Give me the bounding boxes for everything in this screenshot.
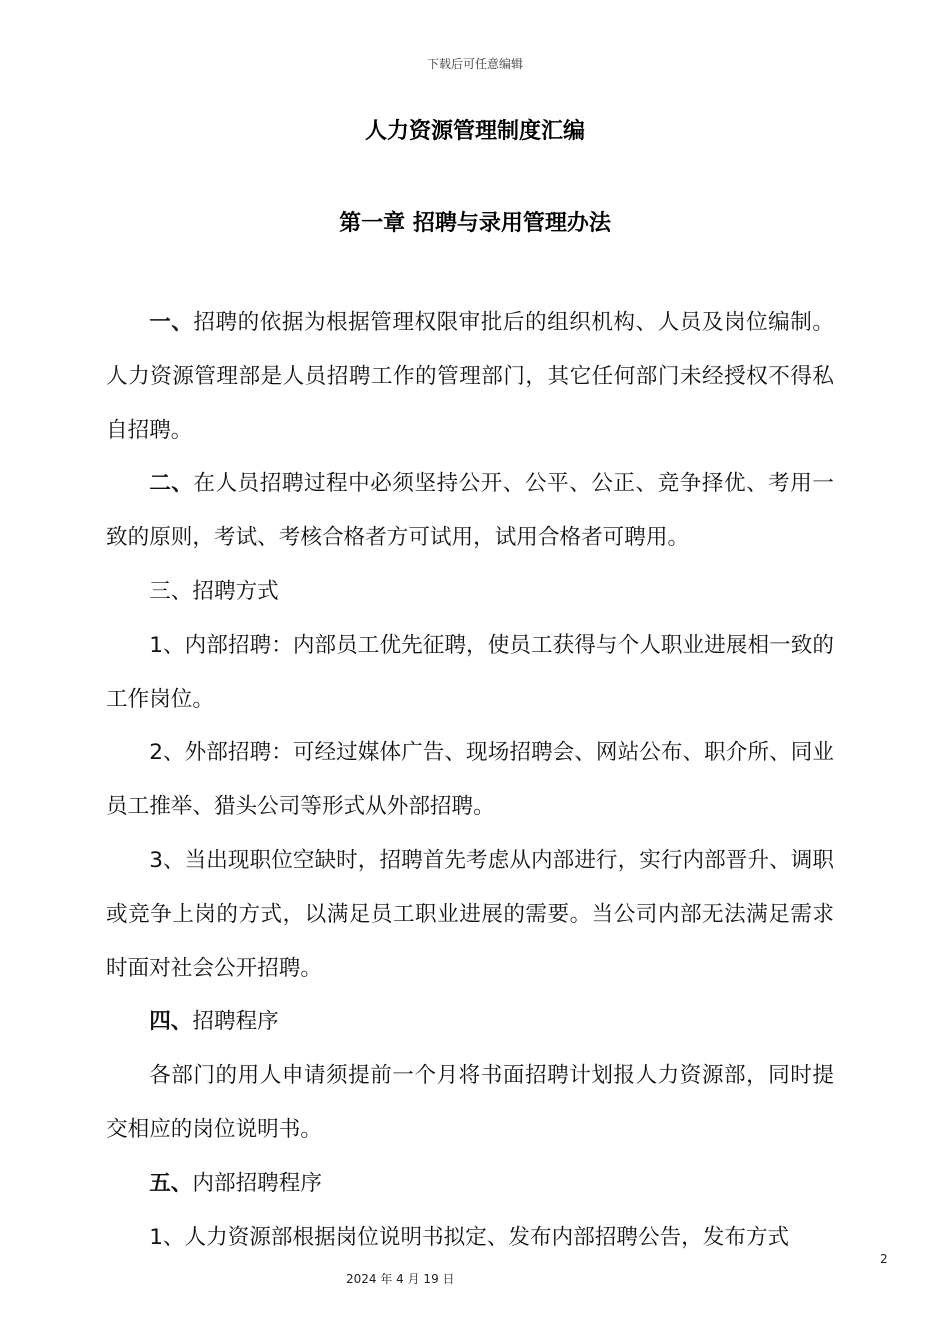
paragraph-text: 招聘程序 xyxy=(192,1009,279,1035)
paragraph-1 xyxy=(106,296,834,457)
document-body xyxy=(106,296,834,1264)
page-number: 2 xyxy=(880,1252,888,1266)
paragraph-6 xyxy=(106,834,834,995)
paragraph-8 xyxy=(106,1049,834,1157)
paragraph-3 xyxy=(106,565,834,619)
paragraph-lead: 二、 xyxy=(149,471,194,497)
paragraph-9 xyxy=(106,1157,834,1211)
paragraph-7 xyxy=(106,995,834,1049)
header-note: 下载后可任意编辑 xyxy=(426,57,523,71)
document-title: 人力资源管理制度汇编 xyxy=(364,119,585,144)
paragraph-text: 各部门的用人申请须提前一个月将书面招聘计划报人力资源部，同时提交相应的岗位说明书。 xyxy=(106,1063,834,1142)
footer-date: 2024 年 4 月 19 日 xyxy=(346,1272,455,1286)
paragraph-5 xyxy=(106,726,834,834)
paragraph-text: 2、外部招聘：可经过媒体广告、现场招聘会、网站公布、职介所、同业员工推举、猎头公司等形式从外部招聘。 xyxy=(106,740,834,820)
paragraph-text: 在人员招聘过程中必须坚持公开、公平、公正、竞争择优、考用一致的原则，考试、考核合格者方可试用，试用合格者可聘用。 xyxy=(106,471,834,551)
paragraph-text: 1、人力资源部根据岗位说明书拟定、发布内部招聘公告，发布方式 xyxy=(149,1224,790,1250)
paragraph-text: 三、招聘方式 xyxy=(149,578,279,604)
paragraph-2 xyxy=(106,457,834,565)
paragraph-10 xyxy=(106,1211,834,1265)
paragraph-text: 1、内部招聘：内部员工优先征聘，使员工获得与个人职业进展相一致的工作岗位。 xyxy=(106,632,834,712)
paragraph-text: 招聘的依据为根据管理权限审批后的组织机构、人员及岗位编制。人力资源管理部是人员招聘工作的管理部门，其它任何部门未经授权不得私自招聘。 xyxy=(106,310,834,443)
chapter-title: 第一章 招聘与录用管理办法 xyxy=(339,211,611,236)
paragraph-text: 3、当出现职位空缺时，招聘首先考虑从内部进行，实行内部晋升、调职或竞争上岗的方式，以满足员工职业进展的需要。当公司内部无法满足需求时面对社会公开招聘。 xyxy=(106,847,834,981)
paragraph-4 xyxy=(106,619,834,727)
paragraph-lead: 五、 xyxy=(149,1170,193,1196)
paragraph-lead: 一、 xyxy=(149,310,194,335)
paragraph-lead: 四、 xyxy=(149,1009,193,1035)
paragraph-text: 内部招聘程序 xyxy=(192,1170,322,1196)
